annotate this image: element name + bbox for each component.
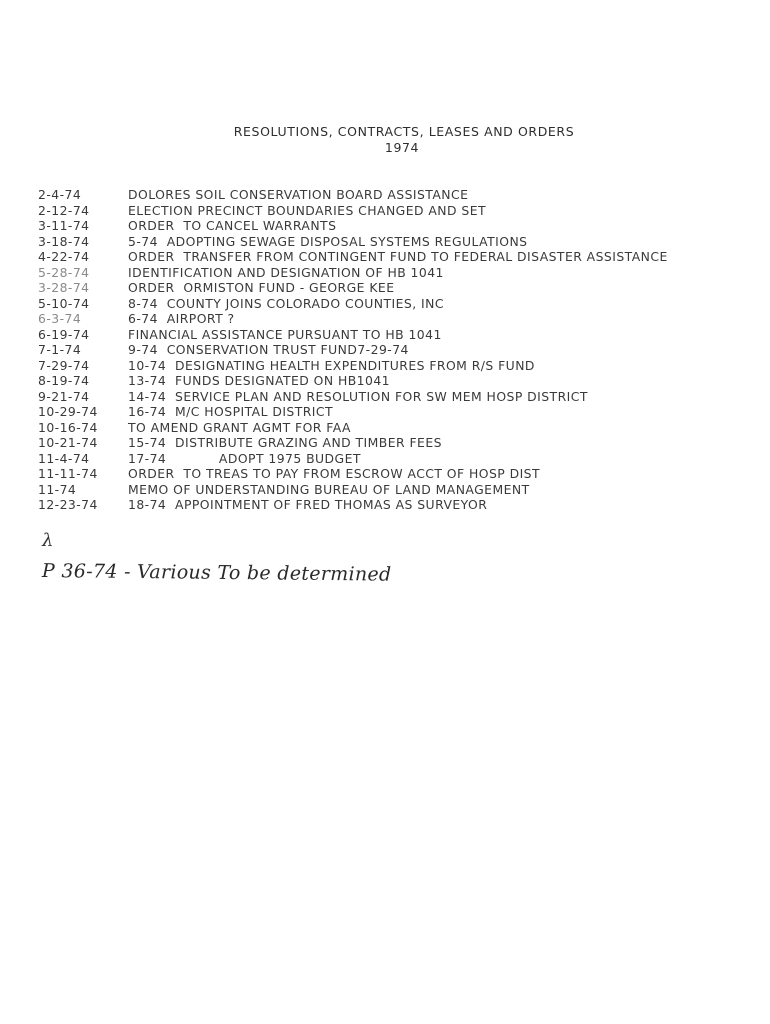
entry-description: 18-74 APPOINTMENT OF FRED THOMAS AS SURVEYOR: [128, 497, 488, 512]
list-item: [38, 311, 668, 327]
entry-date: 2-4-74: [38, 187, 82, 202]
resolutions-list: [38, 187, 668, 513]
entry-description: FINANCIAL ASSISTANCE PURSUANT TO HB 1041: [128, 326, 442, 342]
entry-date: 8-19-74: [38, 373, 90, 388]
entry-date: 10-16-74: [38, 419, 98, 435]
list-item: [38, 389, 668, 405]
handwritten-mark: λ: [42, 530, 54, 551]
entry-description: 14-74 SERVICE PLAN AND RESOLUTION FOR SW MEM HOSP DISTRICT: [128, 388, 588, 404]
document-title: RESOLUTIONS, CONTRACTS, LEASES AND ORDERS: [233, 124, 575, 139]
entry-description: 8-74 COUNTY JOINS COLORADO COUNTIES, INC: [128, 295, 444, 311]
entry-date: 3-28-74: [38, 280, 90, 295]
entry-date: 11-11-74: [38, 466, 98, 481]
entry-description: ORDER TRANSFER FROM CONTINGENT FUND TO FEDERAL DISASTER ASSISTANCE: [128, 249, 668, 264]
entry-date: 3-18-74: [38, 233, 90, 249]
list-item: [38, 451, 668, 467]
entry-description: 6-74 AIRPORT ?: [128, 311, 235, 326]
list-item: [38, 218, 668, 234]
list-item: [38, 265, 668, 281]
entry-date: 12-23-74: [38, 497, 98, 512]
list-item: [38, 358, 668, 374]
list-item: [38, 435, 668, 451]
entry-date: 7-1-74: [38, 342, 82, 357]
entry-date: 11-4-74: [38, 450, 90, 466]
entry-description: 10-74 DESIGNATING HEALTH EXPENDITURES FROM R/S FUND: [128, 357, 535, 373]
list-item: [38, 466, 668, 482]
entry-date: 6-19-74: [38, 326, 90, 342]
entry-description: IDENTIFICATION AND DESIGNATION OF HB 1041: [128, 264, 444, 280]
entry-date: 9-21-74: [38, 388, 90, 404]
entry-date: 11-74: [38, 481, 77, 497]
entry-description: ELECTION PRECINCT BOUNDARIES CHANGED AND SET: [128, 202, 487, 218]
list-item: [38, 234, 668, 250]
handwritten-note: P 36-74 - Various To be determined: [41, 560, 392, 586]
entry-description: 17-74 ADOPT 1975 BUDGET: [128, 450, 361, 466]
list-item: [38, 327, 668, 343]
list-item: [38, 404, 668, 420]
list-item: [38, 342, 668, 358]
entry-date: 5-28-74: [38, 264, 90, 280]
list-item: [38, 420, 668, 436]
list-item: [38, 482, 668, 498]
entry-description: ORDER TO TREAS TO PAY FROM ESCROW ACCT OF HOSP DIST: [128, 466, 541, 481]
list-item: [38, 203, 668, 219]
entry-description: MEMO OF UNDERSTANDING BUREAU OF LAND MANAGEMENT: [128, 481, 530, 497]
entry-description: DOLORES SOIL CONSERVATION BOARD ASSISTANCE: [128, 187, 469, 202]
entry-date: 3-11-74: [38, 218, 90, 233]
entry-description: ORDER TO CANCEL WARRANTS: [128, 218, 337, 233]
entry-description: 13-74 FUNDS DESIGNATED ON HB1041: [128, 373, 391, 388]
handwritten-annotation: [42, 530, 442, 600]
entry-date: 7-29-74: [38, 357, 90, 373]
entry-date: 4-22-74: [38, 249, 90, 264]
list-item: [38, 373, 668, 389]
entry-description: ORDER ORMISTON FUND - GEORGE KEE: [128, 280, 395, 295]
document-year: 1974: [384, 140, 420, 155]
list-item: [38, 296, 668, 312]
entry-description: TO AMEND GRANT AGMT FOR FAA: [128, 419, 351, 435]
entry-description: 9-74 CONSERVATION TRUST FUND7-29-74: [128, 342, 409, 357]
entry-description: 5-74 ADOPTING SEWAGE DISPOSAL SYSTEMS REGULATIONS: [128, 233, 528, 249]
list-item: [38, 280, 668, 296]
entry-date: 2-12-74: [38, 202, 90, 218]
entry-date: 10-21-74: [38, 435, 98, 450]
entry-date: 6-3-74: [38, 311, 82, 326]
entry-date: 10-29-74: [38, 404, 98, 419]
entry-description: 15-74 DISTRIBUTE GRAZING AND TIMBER FEES: [128, 435, 442, 450]
list-item: [38, 187, 668, 203]
entry-description: 16-74 M/C HOSPITAL DISTRICT: [128, 404, 334, 419]
entry-date: 5-10-74: [38, 295, 90, 311]
list-item: [38, 497, 668, 513]
list-item: [38, 249, 668, 265]
